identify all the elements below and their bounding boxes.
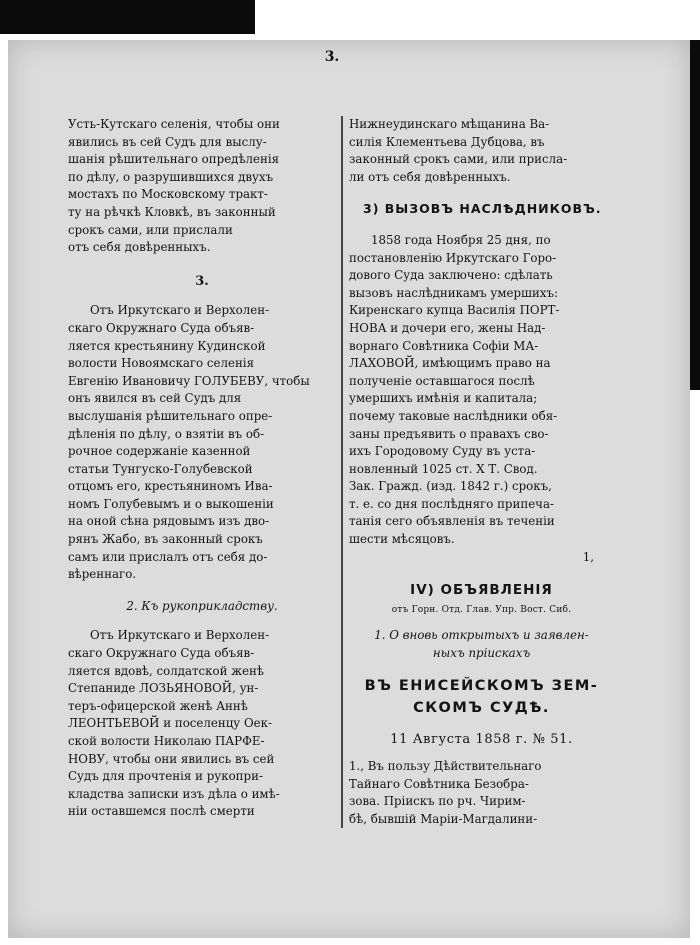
text-line: ту на рѣчкѣ Кловкѣ, въ законный [68,204,276,219]
text-line: номъ Голубевымъ и о выкошеніи [68,496,274,511]
text-line: постановленію Иркутскаго Горо- [349,250,557,265]
continued-text [68,116,336,257]
text-line: на оной сѣна рядовымъ изъ дво- [68,514,270,529]
text-line: ВЪ ЕНИСЕЙСКОМЪ ЗЕМ- [364,677,599,694]
text-line: отъ себя довѣренныхъ. [68,240,211,255]
text-line: ской волости Николаю ПАРФЕ- [68,734,265,748]
text-line: почему таковые наслѣдники обя- [349,408,558,423]
notice-index-number: 1, [582,549,594,564]
text-line: 1. О вновь открытыхъ и заявлен- [374,628,589,643]
column-divider [341,116,343,828]
text-line: зова. Пріискъ по рч. Чирим- [349,794,526,809]
text-line: явились въ сей Судъ для выслу- [68,134,267,149]
text-line: Евгенію Ивановичу ГОЛУБЕВУ, чтобы [68,373,310,388]
notice-golubev [68,302,336,584]
text-line: бѣ, бывшій Маріи-Магдалини- [349,812,538,826]
section-announcements-subtitle: отъ Горн. Отд. Глав. Упр. Вост. Сиб. [391,604,572,615]
text-line: Киренскаго купца Василія ПОРТ- [349,303,560,318]
entry-bezobrazov [349,758,614,828]
text-line: скаго Окружнаго Суда объяв- [68,320,255,335]
text-line: вѣреннаго. [68,567,137,582]
text-line: статьи Тунгуско-Голубевской [68,461,253,476]
text-line: Судъ для прочтенія и рукопри- [68,769,263,784]
text-line: шанія рѣшительнаго опредѣленія [68,152,280,167]
text-line: ихъ Городовому Суду въ уста- [349,444,536,459]
text-line: Отъ Иркутскаго и Верхолен- [90,303,270,318]
date-line: 11 Августа 1858 г. № 51. [390,731,573,747]
text-line: шести мѣсяцовъ. [349,532,455,547]
text-line: волости Новоямскаго селенія [68,356,255,371]
text-line: ныхъ пріискахъ [432,646,531,661]
right-column [349,116,614,829]
text-line: срокъ сами, или прислали [68,222,233,237]
text-line: ворнаго Совѣтника Софіи МА- [349,338,539,353]
text-line: по дѣлу, о разрушившихся двухъ [68,169,274,184]
text-line: ЛЕОНТЬЕВОЙ и поселенцу Оек- [68,716,273,731]
text-line: мостахъ по Московскому тракт- [68,187,268,202]
text-line: Зак. Гражд. (изд. 1842 г.) срокъ, [349,479,552,494]
text-line: вызовъ наслѣдникамъ умершихъ: [349,285,559,300]
text-line: отцомъ его, крестьяниномъ Ива- [68,479,273,494]
text-line: теръ-офицерской женѣ Аннѣ [68,698,248,713]
text-line: выслушанія рѣшительнаго опре- [68,408,273,423]
text-line: 1., Въ пользу Дѣйствительнаго [349,759,542,774]
text-line: дѣленія по дѣлу, о взятіи въ об- [68,426,265,441]
notice-lozyanova [68,627,336,821]
text-line: танія сего объявленія въ теченіи [349,514,555,529]
text-line: Нижнеудинскаго мѣщанина Ва- [349,117,550,131]
text-line: Степаниде ЛОЗЬЯНОВОЙ, ун- [68,681,259,696]
text-line: т. е. со дня послѣдняго припеча- [349,496,555,511]
text-line: заны предъявить о правахъ сво- [349,426,549,441]
notice-heirs [349,232,614,566]
text-line: скаго Окружнаго Суда объяв- [68,646,255,661]
text-line: рянъ Жабо, въ законный срокъ [68,532,263,547]
text-line: полученіе оставшагося послѣ [349,373,535,388]
text-line: умершихъ имѣнія и капитала; [349,391,538,406]
text-line: Отъ Иркутскаго и Верхолен- [90,628,270,643]
text-line: ляется вдовѣ, солдатской женѣ [68,663,265,678]
text-line: законный срокъ сами, или присла- [349,152,568,167]
subsection-new-mines-title [349,627,614,662]
text-line: кладства записки изъ дѣла о имѣ- [68,786,280,801]
section-announcements-title: IV) ОБЪЯВЛЕНІЯ [410,582,553,599]
page-number: 3. [324,49,340,65]
text-line: дового Суда заключено: сдѣлать [349,268,553,283]
text-line: ляется крестьянину Кудинской [68,338,266,353]
text-line: силія Клементьева Дубцова, въ [349,134,545,149]
text-line: ли отъ себя довѣренныхъ. [349,169,511,184]
notice-number-heading: 3. [195,273,209,289]
text-line: ніи оставшемся послѣ смерти [68,804,255,819]
text-line: Усть-Кутскаго селенія, чтобы они [68,117,280,131]
subsection-heading-signature: 2. Къ рукоприкладству. [126,598,278,613]
court-title [349,675,614,719]
text-line: НОВА и дочери его, жены Над- [349,320,546,335]
text-line: рочное содержаніе казенной [68,444,251,459]
section-heirs-title: 3) ВЫЗОВЪ НАСЛѢДНИКОВЪ. [363,201,602,217]
text-line: СКОМЪ СУДѢ. [413,699,550,716]
scan-top-black-bar [0,0,255,34]
continued-text [349,116,614,186]
text-line: новленный 1025 ст. X Т. Свод. [349,461,538,476]
text-line: НОВУ, чтобы они явились въ сей [68,751,275,766]
text-line: Тайнаго Совѣтника Безобра- [349,776,529,791]
left-column [68,116,336,821]
text-line: онъ явился въ сей Судъ для [68,391,242,406]
text-line: ЛАХОВОЙ, имѣющимъ право на [349,356,551,371]
text-line: 1858 года Ноября 25 дня, по [371,232,551,247]
text-line: самъ или прислалъ отъ себя до- [68,549,268,564]
